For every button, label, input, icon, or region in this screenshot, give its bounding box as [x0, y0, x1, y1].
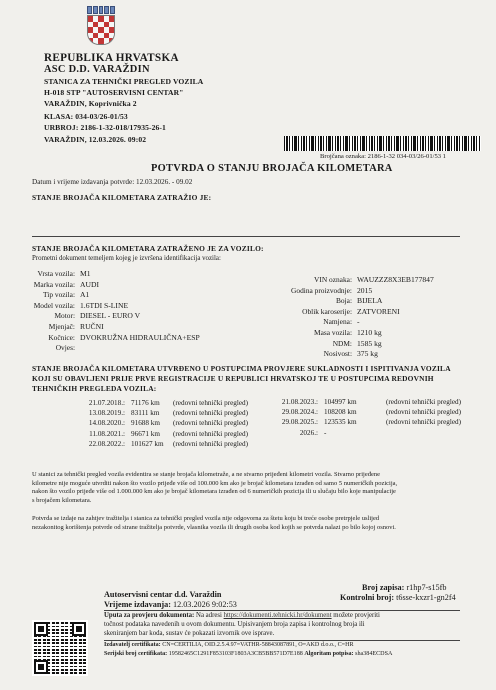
header-station: STANICA ZA TEHNIČKI PREGLED VOZILA — [44, 77, 204, 86]
footer-zapis-value: r1hp7-s15fb — [406, 583, 447, 592]
field-value: ZATVORENI — [357, 306, 400, 316]
footer-cert-label: Izdavatelj certifikata: — [104, 642, 161, 648]
history-date: 2026.: — [299, 428, 318, 437]
history-km: 108208 km — [324, 408, 357, 417]
history-date: 29.08.2025.: — [281, 418, 318, 427]
header-address: VARAŽDIN, Koprivnička 2 — [44, 99, 137, 108]
footer-issued — [104, 600, 237, 609]
field-label: Masa vozila: — [314, 328, 352, 337]
field-label: VIN oznaka: — [314, 275, 352, 284]
vehicle-heading: STANJE BROJAČA KILOMETARA ZATRAŽENO JE ZA VOZILO: — [32, 244, 264, 253]
footer-zapis-label: Broj zapisa: — [362, 583, 405, 592]
footer-kontrolni — [340, 593, 456, 602]
field-value: DIESEL - EURO V — [80, 311, 141, 321]
history-km: 71176 km — [131, 399, 160, 407]
footer-serial — [104, 651, 392, 657]
field-label: Tip vozila: — [43, 290, 75, 300]
footer-algo-value: sha384ECDSA — [355, 651, 393, 657]
field-label: Marka vozila: — [33, 279, 75, 289]
field-value: 2015 — [357, 285, 373, 295]
notice-line: s brojačem kilometara. — [32, 496, 92, 504]
history-type: (redovni tehnički pregled) — [386, 418, 462, 427]
footer-uputa-text-2: možete provjeriti — [333, 612, 380, 619]
qr-code — [32, 620, 88, 676]
verification-link[interactable]: https://dokumenti.tehnicki.hr/dokument — [223, 612, 332, 619]
header-place-date: VARAŽDIN, 12.03.2026. 09:02 — [44, 135, 147, 144]
header-klasa: KLASA: 034-03/26-01/53 — [44, 112, 128, 121]
footer-uputa — [104, 612, 380, 619]
field-label: Oblik karoserije: — [302, 306, 352, 316]
history-heading — [32, 364, 451, 394]
history-type: (redovni tehnički pregled) — [173, 419, 249, 428]
notice-line: nezakonitog korištenja potvrde od strane tražitelja potvrde, vlasnika vozila ili drugih osoba kod kojih se potvrda nalazi po bilo kojoj osnovi. — [32, 523, 396, 531]
footer-serial-label: Serijski broj certifikata: — [104, 651, 168, 657]
issued-datetime: Datum i vrijeme izdavanja potvrde: 12.03.2026. - 09.02 — [32, 178, 193, 186]
field-label: Boja: — [335, 296, 352, 306]
header-urbroj: URBROJ: 2186-1-32-018/17935-26-1 — [44, 123, 166, 132]
notice-line: Potvrda se izdaje na zahtjev tražitelja i stanica za tehnički pregled vozila nije odgovorna za štetu koju bi treće osobe pretrpjele uslijed — [32, 515, 380, 522]
footer-zapis — [362, 583, 446, 592]
footer-divider — [104, 640, 460, 641]
field-value: RUČNI — [80, 322, 104, 331]
divider — [32, 236, 460, 237]
footer-divider — [104, 610, 460, 611]
footer-uputa-line2: točnost podataka navedenih u ovom dokumentu. Upisivanjem broja zapisa i kontrolnog broja ili — [104, 621, 365, 628]
footer-serial-value: 19582465C1291F853103F1803A3CB5BB571D7E188 — [168, 651, 303, 657]
doc-basis-text: Prometni dokument temeljem kojeg je izvršena identifikacija vozila: — [32, 255, 221, 262]
field-value: DVOKRUŽNA HIDRAULIČNA+ESP — [80, 332, 200, 342]
header-station-code: H-018 STP "AUTOSERVISNI CENTAR" — [44, 88, 184, 97]
footer-uputa-line3: skeniranjem bar koda, sustav će pokazati izvornik ove isprave. — [104, 630, 275, 637]
barcode-caption: Brojčana oznaka: 2186-1-32 034-03/26-01/53 1 — [320, 153, 446, 160]
footer-kontrolni-label: Kontrolni broj: — [340, 593, 395, 602]
notice-line: nakon što vozilo prijeđe više od 1.000.000 km ako je brojač kilometara izrađen od 6 numeričkih pozicija ili u slučaju bilo koje manipulacije — [32, 488, 396, 496]
history-date: 29.08.2024.: — [281, 408, 318, 417]
history-type: (redovni tehnički pregled) — [173, 409, 249, 418]
history-km: 91688 km — [131, 419, 160, 428]
field-label: Ovjes: — [55, 343, 75, 353]
field-label: Vrsta vozila: — [37, 269, 75, 278]
footer-kontrolni-value: t6sse-kxzr1-gn2f4 — [396, 593, 456, 602]
barcode — [284, 136, 481, 151]
history-type: (redovni tehnički pregled) — [173, 429, 249, 438]
field-value: - — [357, 317, 360, 327]
field-label: Godina proizvodnje: — [291, 285, 352, 295]
footer-issued-value: 12.03.2026 9:02:53 — [172, 600, 237, 609]
header-republic: REPUBLIKA HRVATSKA — [44, 52, 179, 64]
history-km: - — [324, 428, 327, 437]
field-label: NDM: — [332, 338, 352, 348]
notice-line: kilometre nije moguće utvrditi nakon što vozilo prijeđe više od 100.000 km ako je brojač kilometara izrađen od samo 5 numeričkih pozicija, — [32, 479, 398, 487]
footer-cert-value: CN=CERTILIA, OID.2.5.4.97=VATHR-58843087891, O=AKD d.o.o., C=HR — [162, 642, 354, 648]
history-km: 96671 km — [131, 429, 160, 438]
field-value: 1210 kg — [357, 328, 382, 337]
history-km: 123535 km — [324, 418, 357, 427]
field-value: WAUZZZ8X3EB177847 — [357, 275, 434, 284]
field-value: 1.6TDI S-LINE — [80, 300, 129, 310]
field-value: AUDI — [80, 279, 99, 289]
coat-of-arms-icon — [87, 6, 115, 46]
history-km: 83111 km — [131, 409, 160, 418]
history-heading-line: KOJI SU OBAVLJENI PRIJE PRVE REGISTRACIJE U REPUBLICI HRVATSKOJ TE U POSTUPCIMA REDOVNIH — [32, 374, 434, 383]
notice-liability — [32, 515, 396, 532]
field-label: Mjenjač: — [48, 322, 75, 331]
history-km: 101627 km — [131, 439, 164, 448]
document-title: POTVRDA O STANJU BROJAČA KILOMETARA — [151, 163, 393, 174]
footer-uputa-text: Na adresi — [196, 612, 222, 619]
notice-odometer — [32, 471, 397, 505]
history-km: 104997 km — [324, 398, 357, 406]
history-heading-line: TEHNIČKIH PREGLEDA VOZILA: — [32, 384, 157, 393]
requested-by-heading: STANJE BROJAČA KILOMETARA ZATRAŽIO JE: — [32, 193, 212, 202]
field-label: Namjena: — [323, 317, 352, 327]
field-value: BIJELA — [357, 296, 383, 306]
field-label: Kočnice: — [48, 332, 75, 342]
history-heading-line: STANJE BROJAČA KILOMETARA UTVRĐENO U POSTUPCIMA PROVJERE SUKLADNOSTI I ISPITIVANJA VOZILA — [32, 364, 451, 373]
footer-company: Autoservisni centar d.d. Varaždin — [104, 590, 222, 599]
footer-algo-label: Algoritam potpisa: — [304, 651, 354, 657]
field-value: A1 — [80, 290, 90, 300]
history-type: (redovni tehnički pregled) — [173, 439, 249, 448]
notice-line: U stanici za tehnički pregled vozila evidentira se stanje brojača kilometraže, a ne stvarno prijeđeni kilometri vozila. Stvarno prijeđene — [32, 471, 380, 478]
field-value: M1 — [80, 269, 91, 278]
field-label: Motor: — [54, 311, 75, 321]
history-date: 11.08.2021.: — [89, 429, 125, 438]
history-date: 21.08.2023.: — [281, 398, 318, 406]
field-label: Nosivost: — [323, 349, 352, 359]
history-date: 21.07.2018.: — [88, 399, 125, 407]
header-company: ASC D.D. VARAŽDIN — [44, 64, 150, 75]
history-date: 14.08.2020.: — [88, 419, 125, 428]
field-value: 1585 kg — [357, 338, 382, 348]
history-type: (redovni tehnički pregled) — [386, 408, 462, 417]
field-label: Model vozila: — [33, 300, 75, 310]
history-date: 13.08.2019.: — [88, 409, 125, 418]
history-type: (redovni tehnički pregled) — [386, 398, 462, 406]
history-type: (redovni tehnički pregled) — [173, 399, 249, 407]
footer-uputa-label: Uputa za provjeru dokumenta: — [104, 612, 195, 619]
footer-cert — [104, 642, 354, 648]
footer-issued-label: Vrijeme izdavanja: — [104, 600, 171, 609]
field-value: 375 kg — [357, 349, 378, 359]
history-date: 22.08.2022.: — [88, 439, 125, 448]
